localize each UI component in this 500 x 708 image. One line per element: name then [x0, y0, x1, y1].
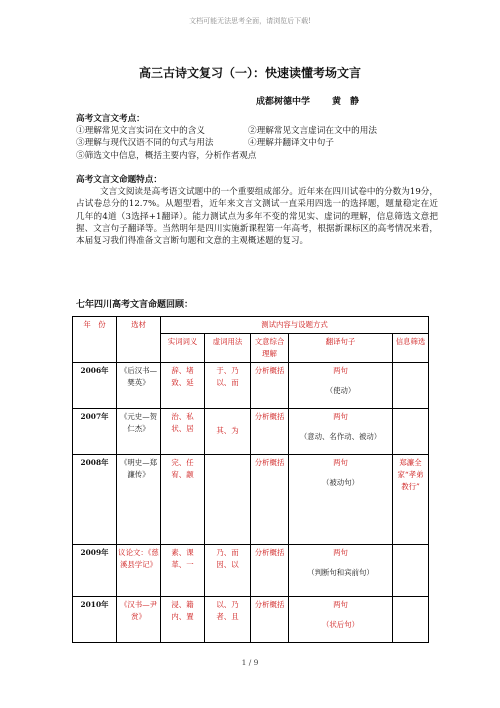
row-material: 议论文：《慈溪县学记》 [117, 545, 161, 597]
fanyi-count: 两句 [333, 412, 348, 421]
row-xinxi [393, 363, 429, 409]
author-school: 成都树德中学 [256, 97, 311, 107]
row-year: 2008年 [73, 455, 117, 545]
header-content: 测试内容与设题方式 [161, 317, 429, 334]
row-fanyi [289, 455, 393, 545]
fanyi-count: 两句 [333, 458, 348, 467]
row-shici: 辞、堵 致、延 [161, 363, 205, 409]
page-number: 1 / 9 [241, 658, 259, 667]
header-xuci: 虚词用法 [205, 334, 251, 363]
header-xinxi: 信息筛选 [393, 334, 429, 363]
table-row [73, 363, 429, 409]
exam-point-4: ④理解并翻译文中句子 [248, 138, 334, 149]
row-xinxi [393, 597, 429, 643]
header-fanyi: 翻译句子 [289, 334, 393, 363]
row-xuci: 以、乃 者、且 [205, 597, 251, 643]
row-xinxi [393, 545, 429, 597]
row-material: 《后汉书—樊英》 [117, 363, 161, 409]
exam-points-heading: 高考文言文考点： [76, 114, 145, 124]
table-row [73, 409, 429, 455]
review-title: 七年四川高考文言命题回顾： [76, 300, 194, 310]
row-fanyi [289, 363, 393, 409]
row-xuci: 于、乃 以、而 [205, 363, 251, 409]
table-row [73, 455, 429, 545]
header-wenyi: 文意综合理解 [251, 334, 289, 363]
row-xuci: 其、为 [205, 409, 251, 455]
row-xinxi [393, 409, 429, 455]
exam-point-2: ②理解常见文言虚词在文中的用法 [248, 126, 377, 137]
row-wenyi: 分析概括 [251, 545, 289, 597]
row-wenyi: 分析概括 [251, 363, 289, 409]
header-shici: 实词词义 [161, 334, 205, 363]
exam-review-table [72, 316, 429, 643]
fanyi-note: （判断句和宾前句） [307, 568, 374, 577]
fanyi-count: 两句 [333, 548, 348, 557]
row-xuci: 乃、而 因、以 [205, 545, 251, 597]
header-material: 选材 [117, 317, 161, 363]
row-fanyi [289, 545, 393, 597]
header-year: 年 份 [73, 317, 117, 363]
row-year: 2010年 [73, 597, 117, 643]
download-notice: 文档可能无法思考全面，请浏览后下载! [189, 17, 311, 25]
row-fanyi [289, 597, 393, 643]
fanyi-count: 两句 [333, 600, 348, 609]
table-row [73, 597, 429, 643]
fanyi-note: （状后句） [322, 620, 359, 629]
row-year: 2009年 [73, 545, 117, 597]
row-wenyi: 分析概括 [251, 409, 289, 455]
row-year: 2007年 [73, 409, 117, 455]
fanyi-note: （意动、名作动、被动） [299, 432, 382, 441]
row-fanyi [289, 409, 393, 455]
fanyi-count: 两句 [333, 366, 348, 375]
row-shici: 治、私 状、居 [161, 409, 205, 455]
exam-points-section [76, 113, 438, 162]
row-xuci [205, 455, 251, 545]
fanyi-note: （使动） [325, 386, 356, 395]
row-shici: 素、课 革、一 [161, 545, 205, 597]
row-material: 《明史—郑濂传》 [117, 455, 161, 545]
exam-point-3: ③理解与现代汉语不同的句式与用法 [76, 138, 214, 149]
row-wenyi: 分析概括 [251, 455, 289, 545]
author-line [256, 94, 381, 107]
row-wenyi: 分析概括 [251, 597, 289, 643]
fanyi-note: （被动句） [322, 478, 359, 487]
features-heading: 高考文言文命题特点： [76, 175, 162, 185]
row-shici: 浸、籍 内、置 [161, 597, 205, 643]
row-shici: 完、任 宥、颛 [161, 455, 205, 545]
exam-point-5: ⑤筛选文中信息，概括主要内容，分析作者观点 [76, 150, 257, 161]
row-xinxi: 郑濂全家“孝弟教行” [393, 455, 429, 545]
features-paragraph: 文言文阅读是高考语文试题中的一个重要组成部分。近年来在四川试卷中的分数为19分，占试卷总分的12.7%。从题型看，近年来文言文测试一直采用四选一的选择题，题量稳定在近几年的4道（3选择+1翻译）。能力测试点为多年不变的常见实、虚词的理解，信息筛选文意把握、文言句子翻译等。当然明年是四川实施新课程第一年高考，根据新课标区的高考情况来看，本届复习我们得准备文言断句题和文意的主观概述题的复习。 [76, 187, 438, 247]
features-section [76, 174, 438, 247]
row-year: 2006年 [73, 363, 117, 409]
exam-point-1: ①理解常见文言实词在文中的含义 [76, 126, 205, 137]
row-material: 《汉书—尹赏》 [117, 597, 161, 643]
table-row [73, 545, 429, 597]
row-material: 《元史—贺仁杰》 [117, 409, 161, 455]
page-title: 高三古诗文复习（一）：快速读懂考场文言 [138, 66, 361, 80]
table-header-row [73, 317, 429, 334]
author-name: 黄 静 [332, 97, 360, 107]
